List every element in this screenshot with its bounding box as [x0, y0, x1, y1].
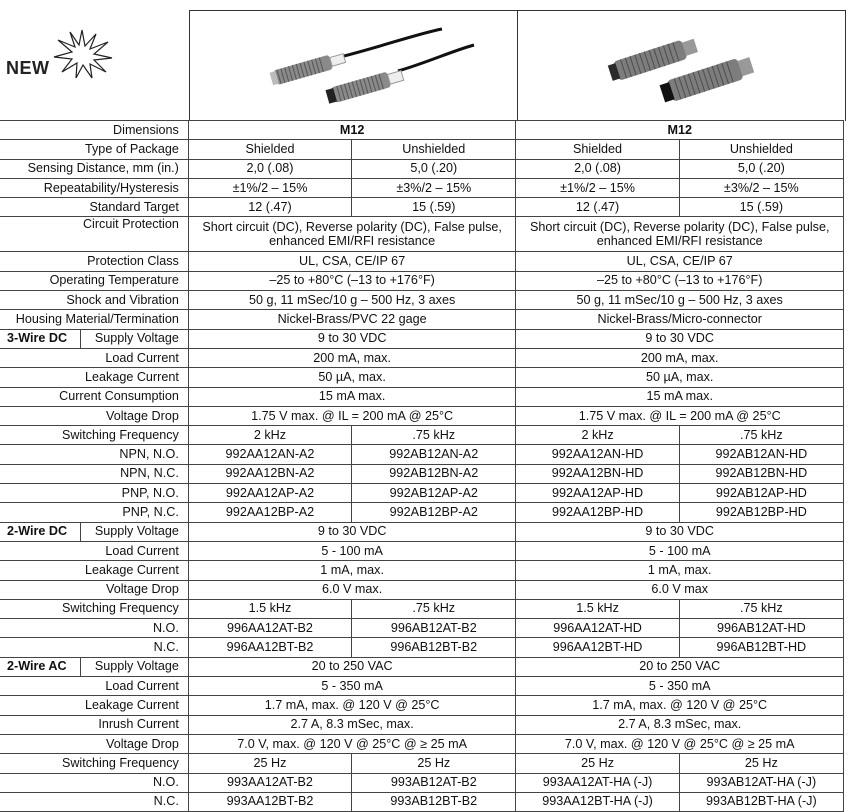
section-label: 2-Wire DC [0, 522, 80, 541]
table-cell: 9 to 30 VDC [188, 329, 516, 348]
product-image-connector [518, 11, 845, 121]
table-row [0, 619, 844, 638]
table-cell: 6.0 V max [516, 580, 844, 599]
table-cell: 1.5 kHz [516, 599, 679, 618]
row-label: Supply Voltage [80, 329, 188, 348]
table-row [0, 580, 844, 599]
table-cell: 2,0 (.08) [516, 159, 679, 178]
table-row [0, 484, 844, 503]
table-cell: 2,0 (.08) [188, 159, 351, 178]
table-cell: 996AB12AT-B2 [352, 619, 516, 638]
table-cell: 25 Hz [188, 754, 351, 773]
table-cell: Unshielded [352, 140, 516, 159]
table-cell: 200 mA, max. [188, 348, 516, 367]
row-label: Load Current [0, 541, 188, 560]
table-row [0, 140, 844, 159]
table-cell: UL, CSA, CE/IP 67 [516, 252, 844, 271]
table-cell: 992AB12BN-HD [679, 464, 843, 483]
row-label: Leakage Current [0, 696, 188, 715]
table-cell: 993AB12AT-B2 [352, 773, 516, 792]
table-cell: .75 kHz [679, 599, 843, 618]
table-cell: 996AA12AT-B2 [188, 619, 351, 638]
row-label: Protection Class [0, 252, 188, 271]
table-cell: 992AB12BP-HD [679, 503, 843, 522]
table-cell: 25 Hz [679, 754, 843, 773]
table-cell: 992AB12AN-HD [679, 445, 843, 464]
table-cell: 2 kHz [516, 426, 679, 445]
table-cell: 992AA12BN-A2 [188, 464, 351, 483]
table-cell: 5,0 (.20) [679, 159, 843, 178]
table-cell: .75 kHz [352, 599, 516, 618]
table-cell: Nickel-Brass/PVC 22 gage [188, 310, 516, 329]
table-cell: 2 kHz [188, 426, 351, 445]
table-cell: 15 mA max. [188, 387, 516, 406]
row-label: Sensing Distance, mm (in.) [0, 159, 188, 178]
table-cell: 996AA12BT-B2 [188, 638, 351, 657]
row-label: NPN, N.O. [0, 445, 188, 464]
row-label: Shock and Vibration [0, 291, 188, 310]
table-cell: Shielded [188, 140, 351, 159]
table-cell: 1.75 V max. @ IL = 200 mA @ 25°C [188, 406, 516, 425]
table-row [0, 445, 844, 464]
table-row [0, 426, 844, 445]
table-cell: 2.7 A, 8.3 mSec, max. [188, 715, 516, 734]
table-row [0, 561, 844, 580]
table-cell: 9 to 30 VDC [516, 522, 844, 541]
new-badge [6, 28, 116, 80]
table-row [0, 291, 844, 310]
table-cell: 50 g, 11 mSec/10 g – 500 Hz, 3 axes [516, 291, 844, 310]
table-cell: 992AA12AP-HD [516, 484, 679, 503]
table-cell: 5 - 100 mA [188, 541, 516, 560]
row-label: N.C. [0, 792, 188, 811]
table-cell: Short circuit (DC), Reverse polarity (DC), False pulse, enhanced EMI/RFI resistance [188, 217, 516, 252]
dimension-a: M12 [188, 121, 516, 140]
row-label: Voltage Drop [0, 580, 188, 599]
row-label: Switching Frequency [0, 754, 188, 773]
table-cell: 993AB12BT-B2 [352, 792, 516, 811]
table-cell: 1.7 mA, max. @ 120 V @ 25°C [188, 696, 516, 715]
table-cell: 5 - 350 mA [188, 677, 516, 696]
row-label: Switching Frequency [0, 599, 188, 618]
table-row [0, 198, 844, 217]
table-cell: 1.5 kHz [188, 599, 351, 618]
table-row [0, 368, 844, 387]
table-cell: 9 to 30 VDC [188, 522, 516, 541]
table-row [0, 677, 844, 696]
row-label: Load Current [0, 348, 188, 367]
table-cell: 1.7 mA, max. @ 120 V @ 25°C [516, 696, 844, 715]
table-cell: 6.0 V max. [188, 580, 516, 599]
table-row [0, 715, 844, 734]
table-cell: 996AB12BT-HD [679, 638, 843, 657]
table-cell: 993AA12AT-B2 [188, 773, 351, 792]
row-label: Operating Temperature [0, 271, 188, 290]
table-cell: Short circuit (DC), Reverse polarity (DC), False pulse, enhanced EMI/RFI resistance [516, 217, 844, 252]
row-label: Supply Voltage [80, 522, 188, 541]
table-cell: 50 µA, max. [516, 368, 844, 387]
table-cell: 993AB12AT-HA (-J) [679, 773, 843, 792]
table-row [0, 217, 844, 252]
table-cell: ±1%/2 – 15% [516, 178, 679, 197]
row-label: Leakage Current [0, 368, 188, 387]
section-label: 2-Wire AC [0, 657, 80, 676]
table-row [0, 734, 844, 753]
table-row [0, 522, 844, 541]
row-label: Voltage Drop [0, 406, 188, 425]
row-label: Switching Frequency [0, 426, 188, 445]
table-cell: 992AA12BN-HD [516, 464, 679, 483]
table-cell: ±3%/2 – 15% [679, 178, 843, 197]
table-cell: 996AB12AT-HD [679, 619, 843, 638]
table-cell: 1.75 V max. @ IL = 200 mA @ 25°C [516, 406, 844, 425]
table-cell: 992AB12BP-A2 [352, 503, 516, 522]
table-cell: 12 (.47) [188, 198, 351, 217]
table-row [0, 159, 844, 178]
row-label: Circuit Protection [0, 217, 188, 252]
product-image-row [189, 10, 846, 121]
row-label: PNP, N.C. [0, 503, 188, 522]
row-label: N.C. [0, 638, 188, 657]
table-row [0, 178, 844, 197]
dimension-b: M12 [516, 121, 844, 140]
section-label: 3-Wire DC [0, 329, 80, 348]
row-label: Repeatability/Hysteresis [0, 178, 188, 197]
table-row [0, 252, 844, 271]
product-image-cable [190, 11, 518, 121]
starburst-icon [50, 28, 114, 80]
row-label: Leakage Current [0, 561, 188, 580]
row-label: N.O. [0, 773, 188, 792]
table-cell: 5 - 100 mA [516, 541, 844, 560]
table-row [0, 348, 844, 367]
table-cell: 50 µA, max. [188, 368, 516, 387]
table-cell: 993AB12BT-HA (-J) [679, 792, 843, 811]
row-label: Housing Material/Termination [0, 310, 188, 329]
table-cell: 15 (.59) [679, 198, 843, 217]
table-cell: 992AB12AP-A2 [352, 484, 516, 503]
table-row [0, 638, 844, 657]
table-cell: 2.7 A, 8.3 mSec, max. [516, 715, 844, 734]
table-row [0, 541, 844, 560]
table-cell: 15 mA max. [516, 387, 844, 406]
table-cell: 992AA12BP-A2 [188, 503, 351, 522]
row-label: PNP, N.O. [0, 484, 188, 503]
table-cell: 1 mA, max. [188, 561, 516, 580]
table-cell: –25 to +80°C (–13 to +176°F) [188, 271, 516, 290]
table-cell: 993AA12BT-B2 [188, 792, 351, 811]
table-row [0, 387, 844, 406]
table-cell: 12 (.47) [516, 198, 679, 217]
table-cell: ±3%/2 – 15% [352, 178, 516, 197]
table-cell: 7.0 V, max. @ 120 V @ 25°C @ ≥ 25 mA [516, 734, 844, 753]
table-row [0, 271, 844, 290]
table-row [0, 310, 844, 329]
row-label: Supply Voltage [80, 657, 188, 676]
row-label: Current Consumption [0, 387, 188, 406]
table-row [0, 773, 844, 792]
table-cell: 9 to 30 VDC [516, 329, 844, 348]
table-cell: 200 mA, max. [516, 348, 844, 367]
table-cell: 992AA12AN-HD [516, 445, 679, 464]
row-label: Dimensions [0, 121, 188, 140]
row-label: Voltage Drop [0, 734, 188, 753]
table-cell: 7.0 V, max. @ 120 V @ 25°C @ ≥ 25 mA [188, 734, 516, 753]
table-cell: 50 g, 11 mSec/10 g – 500 Hz, 3 axes [188, 291, 516, 310]
row-label: Type of Package [0, 140, 188, 159]
table-cell: 996AB12BT-B2 [352, 638, 516, 657]
table-cell: 993AA12BT-HA (-J) [516, 792, 679, 811]
table-row [0, 406, 844, 425]
table-cell: 25 Hz [516, 754, 679, 773]
new-badge-label: NEW [6, 58, 50, 78]
spec-table-body [0, 121, 844, 812]
table-cell: 20 to 250 VAC [516, 657, 844, 676]
table-row [0, 121, 844, 140]
table-cell: .75 kHz [352, 426, 516, 445]
table-cell: 993AA12AT-HA (-J) [516, 773, 679, 792]
table-cell: 20 to 250 VAC [188, 657, 516, 676]
table-row [0, 696, 844, 715]
table-cell: 992AB12AP-HD [679, 484, 843, 503]
table-cell: UL, CSA, CE/IP 67 [188, 252, 516, 271]
table-cell: Shielded [516, 140, 679, 159]
row-label: Load Current [0, 677, 188, 696]
table-cell: 1 mA, max. [516, 561, 844, 580]
table-row [0, 599, 844, 618]
row-label: NPN, N.C. [0, 464, 188, 483]
table-cell: 992AA12AP-A2 [188, 484, 351, 503]
table-cell: 15 (.59) [352, 198, 516, 217]
table-cell: 996AA12BT-HD [516, 638, 679, 657]
row-label: N.O. [0, 619, 188, 638]
table-cell: 25 Hz [352, 754, 516, 773]
table-cell: 992AA12AN-A2 [188, 445, 351, 464]
table-row [0, 503, 844, 522]
table-cell: –25 to +80°C (–13 to +176°F) [516, 271, 844, 290]
table-row [0, 464, 844, 483]
table-cell: 992AB12AN-A2 [352, 445, 516, 464]
table-cell: Unshielded [679, 140, 843, 159]
table-cell: .75 kHz [679, 426, 843, 445]
table-row [0, 329, 844, 348]
table-cell: ±1%/2 – 15% [188, 178, 351, 197]
row-label: Standard Target [0, 198, 188, 217]
spec-table [0, 120, 844, 812]
table-row [0, 792, 844, 811]
table-row [0, 657, 844, 676]
table-cell: Nickel-Brass/Micro-connector [516, 310, 844, 329]
table-cell: 5,0 (.20) [352, 159, 516, 178]
table-cell: 992AA12BP-HD [516, 503, 679, 522]
row-label: Inrush Current [0, 715, 188, 734]
table-cell: 5 - 350 mA [516, 677, 844, 696]
table-cell: 996AA12AT-HD [516, 619, 679, 638]
table-row [0, 754, 844, 773]
table-cell: 992AB12BN-A2 [352, 464, 516, 483]
